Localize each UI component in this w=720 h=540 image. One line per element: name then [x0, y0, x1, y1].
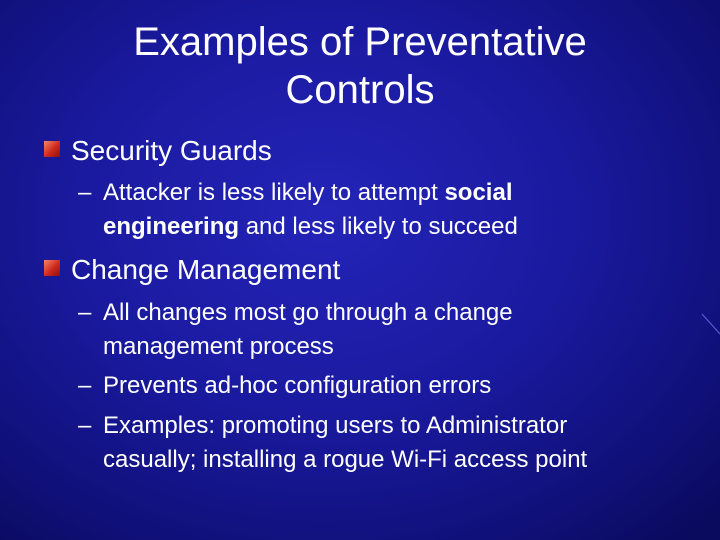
sub-bullet [78, 296, 513, 364]
dash-marker: – [78, 179, 92, 206]
sub-text: All changes most go through a change [103, 299, 513, 326]
sub-text: casually; installing a rogue Wi-Fi access point [103, 446, 588, 473]
dash-marker: – [78, 412, 92, 439]
dash-marker: – [78, 299, 92, 326]
bullet-label: Security Guards [71, 135, 272, 166]
sub-bullet [78, 409, 587, 477]
sub-text-bold: engineering [103, 213, 240, 240]
slide-title-line2: Controls [285, 68, 435, 112]
decorative-line [700, 310, 720, 340]
sub-text: management process [103, 333, 334, 360]
square-bullet-icon [44, 260, 60, 276]
sub-bullet [78, 369, 491, 403]
square-bullet-icon [44, 141, 60, 157]
sub-bullet [78, 176, 518, 244]
slide-title-line1: Examples of Preventative [133, 20, 587, 64]
slide-title [60, 18, 660, 114]
sub-text: and less likely to succeed [239, 213, 518, 240]
dash-marker: – [78, 372, 92, 399]
sub-text-bold: social [444, 179, 513, 206]
bullet-label: Change Management [71, 254, 341, 285]
sub-text: Attacker is less likely to attempt [103, 179, 445, 206]
sub-text: Examples: promoting users to Administrator [103, 412, 568, 439]
sub-text: Prevents ad-hoc configuration errors [103, 372, 492, 399]
